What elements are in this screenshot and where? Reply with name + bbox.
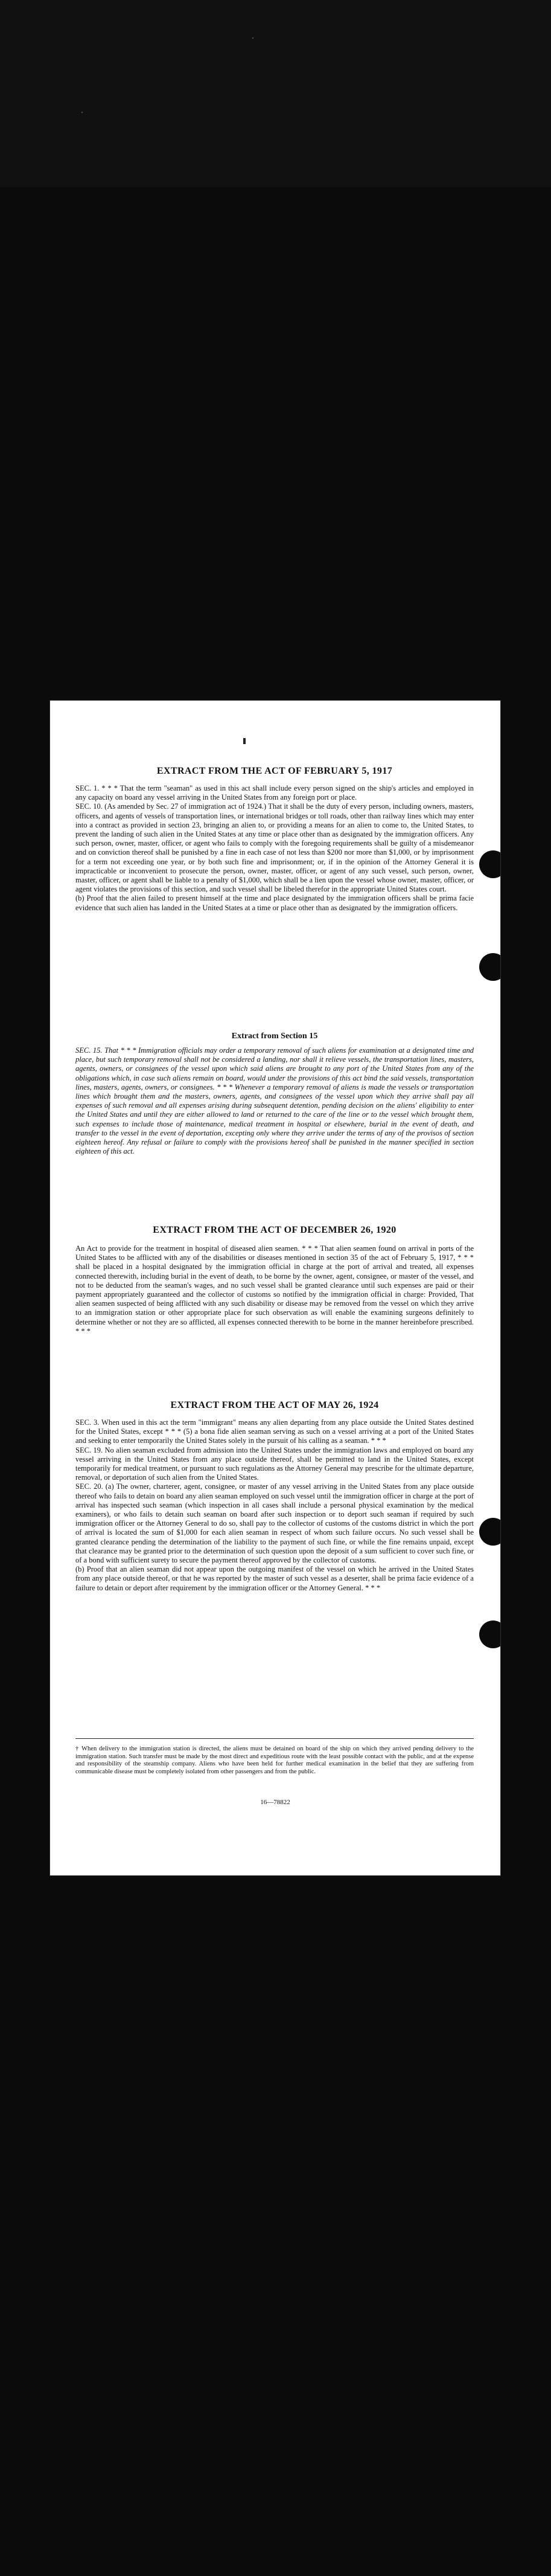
paragraph: SEC. 10. (As amended by Sec. 27 of immigration act of 1924.) That it shall be the duty of every person, including owners, masters, officers, and agents of vessels of transportation lines, or international bridges or toll roads, other than railway lines which may enter into a contract as provided in section 23, bringing an alien to, or providing a means for an alien to come to, the United States, to prevent the landing of such alien in the United States at any time or place other than as designated by the immigration officers. Any such person, owner, master, officer, or agent who fails to comply with the foregoing requirements shall be guilty of a misdemeanor and on conviction thereof shall be punished by a fine in each case of not less than $200 nor more than $1,000, or by imprisonment for a term not exceeding one year, or by both such fine and imprisonment; or, if in the opinion of the Attorney General it is impracticable or inconvenient to prosecute the person, owner, master, officer, or agent of any such vessel, such person, owner, master, officer, or agent shall be liable to a penalty of $1,000, which shall be a lien upon the vessel whose owner, master, officer, or agent violates the provisions of this section, and such vessel shall be libeled therefor in the appropriate United States court.	[75, 802, 474, 894]
section-15	[75, 1032, 474, 1041]
section-heading: EXTRACT FROM THE ACT OF MAY 26, 1924	[170, 1400, 379, 1410]
footnote-text: † When delivery to the immigration station is directed, the aliens must be detained on board of the ship on which they arrived pending delivery to the immigration station. Such transfer must be made by the most direct and expeditious route with the least possible contact with the public, and at the expense and responsibility of the steamship company. Aliens who have been held for further medical examination in the belief that they are suffering from communicable disease must be completely isolated from other passengers and from the public.	[75, 1746, 474, 1775]
section-1924	[75, 1400, 474, 1411]
paragraph: SEC. 15. That * * * Immigration officials may order a temporary removal of such aliens for examination at a designated time and place, but such temporary removal shall not be considered a landing, nor shall it relieve vessels, the transportation lines, masters, agents, owners, or consignees of the vessel upon which said aliens are brought to any port of the United States from any of the obligations which, in case such aliens remain on board, would under the provisions of this act bind the said vessels, transportation lines, masters, agents, owners, or consignees. * * * Whenever a temporary removal of aliens is made the vessels or transportation lines which brought them and the masters, owners, agents, and consignees of the vessel upon which they arrive shall pay all expenses of such removal and all expenses arising during subsequent detention, pending decision on the aliens' eligibility to enter the United States and until they are either allowed to land or returned to the care of the line or to the vessel which brought them, such expenses to include those of maintenance, medical treatment in hospital or elsewhere, burial in the event of death, and transfer to the vessel in the event of deportation, excepting only where they arrive under the terms of any of the provisos of section eighteen hereof. Any refusal or failure to comply with the provisions hereof shall be punished in the manner specified in section eighteen of this act.	[75, 1046, 474, 1156]
paragraph: SEC. 1. * * * That the term "seaman" as used in this act shall include every person signed on the ship's articles and employed in any capacity on board any vessel arriving in the United States from any foreign port or place.	[75, 784, 474, 802]
paragraph: SEC. 20. (a) The owner, charterer, agent, consignee, or master of any vessel arriving in the United States from any place outside thereof who fails to detain on board any alien seaman employed on such vessel until the immigration officer in charge at the port of arrival has inspected such seaman (which inspection in all cases shall include a personal physical examination by the medical examiners), or who fails to detain such seaman on board after such inspection or to deport such seaman if required by such immigration officer or the Attorney General to do so, shall pay to the collector of customs of the customs district in which the port of arrival is located the sum of $1,000 for each alien seaman in respect of whom such failure occurs. No such vessel shall be granted clearance pending the determination of the liability to the payment of such fine, or while the fine remains unpaid, except that clearance may be granted prior to the determination of such question upon the deposit of a sum sufficient to cover such fine, or of a bond with sufficient surety to secure the payment thereof approved by the collector of customs.	[75, 1482, 474, 1565]
section-15-text	[75, 1046, 474, 1156]
punch-hole	[479, 1518, 500, 1546]
section-heading: EXTRACT FROM THE ACT OF DECEMBER 26, 1920	[153, 1225, 397, 1235]
form-number: 16—78822	[260, 1799, 290, 1806]
section-1920	[75, 1225, 474, 1236]
section-1917-text	[75, 784, 474, 913]
section-1924-text	[75, 1418, 474, 1593]
scan-speck	[81, 112, 83, 113]
scan-mark	[243, 738, 246, 744]
punch-hole	[479, 850, 500, 878]
paragraph: SEC. 3. When used in this act the term "immigrant" means any alien departing from any place outside the United States destined for the United States, except * * * (5) a bona fide alien seaman serving as such on a vessel arriving at a port of the United States and seeking to enter temporarily the United States solely in the pursuit of his calling as a seaman. * * *	[75, 1418, 474, 1445]
paragraph: (b) Proof that the alien failed to present himself at the time and place designated by the immigration officers shall be prima facie evidence that such alien has landed in the United States at a time or place other than as designated by the immigration officers.	[75, 894, 474, 912]
document-page	[50, 701, 500, 1875]
punch-hole	[479, 953, 500, 981]
paragraph: (b) Proof that an alien seaman did not appear upon the outgoing manifest of the vessel on which he arrived in the United States from any place outside thereof, or that he was reported by the master of such vessel as a deserter, shall be prima facie evidence of a failure to detain or deport after requirement by the immigration officer or the Attorney General. * * *	[75, 1565, 474, 1592]
section-1920-text	[75, 1244, 474, 1336]
paragraph: An Act to provide for the treatment in hospital of diseased alien seamen. * * * That alien seamen found on arrival in ports of the United States to be afflicted with any of the disabilities or diseases mentioned in section 35 of the act of February 5, 1917, * * * shall be placed in a hospital designated by the immigration official in charge at the port of arrival and treated, all expenses connected therewith, including burial in the event of death, to be borne by the owner, agent, consignee, or master of the vessel, and not to be deducted from the seaman's wages, and no such vessel shall be granted clearance until such expenses are paid or their payment appropriately guaranteed and the collector of customs so notified by the immigration official in charge: Provided, That alien seamen suspected of being afflicted with any such disability or disease may be removed from the vessel on which they arrive to an immigration station or other appropriate place for such observation as will enable the examining surgeons definitely to determine whether or not they are so afflicted, all expenses connected therewith to be borne in the manner hereinbefore prescribed. * * *	[75, 1244, 474, 1335]
paragraph: SEC. 19. No alien seaman excluded from admission into the United States under the immigration laws and employed on board any vessel arriving in the United States from any place outside thereof, shall be permitted to land in the United States, except temporarily for medical treatment, or pursuant to such regulations as the Attorney General may prescribe for the ultimate departure, removal, or deportation of such alien from the United States.	[75, 1445, 474, 1482]
footnote	[75, 1746, 474, 1776]
scan-speck	[252, 37, 253, 39]
subsection-heading: Extract from Section 15	[231, 1032, 318, 1041]
footnote-divider	[75, 1738, 474, 1739]
scan-border-top	[0, 0, 551, 187]
section-1917	[75, 766, 474, 777]
section-heading: EXTRACT FROM THE ACT OF FEBRUARY 5, 1917	[156, 766, 393, 776]
punch-hole	[479, 1620, 500, 1648]
